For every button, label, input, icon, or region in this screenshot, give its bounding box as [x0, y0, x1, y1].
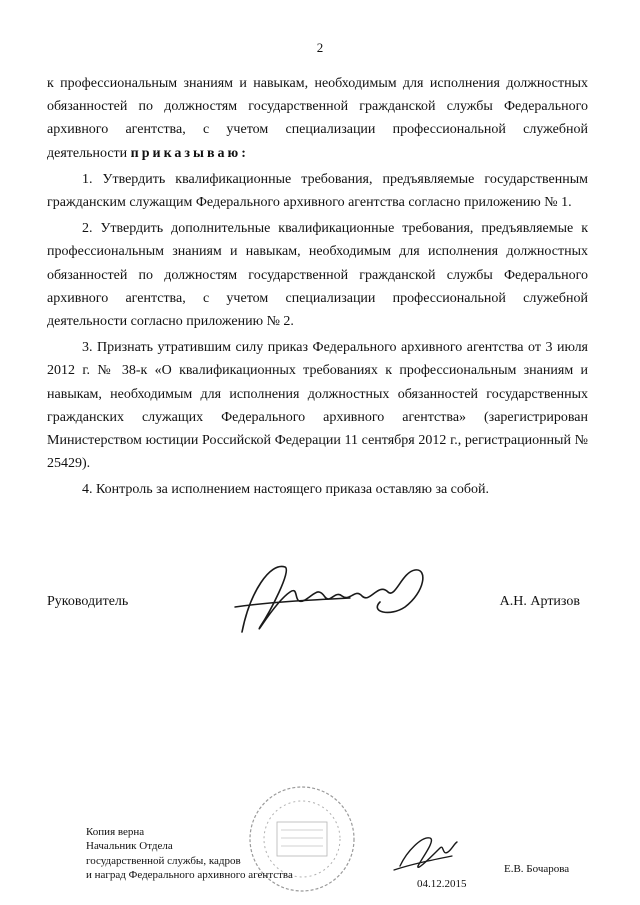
intro-text: к профессиональным знаниям и навыкам, необходимым для исполнения должностных обязанностей по должностям государственной гражданской службы Федерального архивного агентства, с учетом специализации профессиональной служебной деятельности [47, 76, 588, 161]
director-signature [230, 552, 440, 647]
signatory-name: А.Н. Артизов [499, 594, 580, 609]
footer-line-1: Копия верна [86, 826, 145, 838]
order-item-2: 2. Утвердить дополнительные квалификационные требования, предъявляемые к профессиональным знаниям и навыкам, необходимым для исполнения должностных обязанностей по должностям государственной гражданской службы Федерального архивного агентства, с учетом специализации профессиональной служебной деятельности согласно приложению № 2. [47, 221, 588, 330]
certifier-signature [392, 826, 462, 878]
document-body [47, 72, 588, 502]
footer-date: 04.12.2015 [417, 878, 467, 890]
order-item-4: 4. Контроль за исполнением настоящего приказа оставляю за собой. [82, 482, 490, 498]
footer-line-3: государственной службы, кадров [86, 854, 241, 867]
footer-name: Е.В. Бочарова [504, 863, 570, 875]
order-item-3: 3. Признать утратившим силу приказ Федерального архивного агентства от 3 июля 2012 г. № 38-к «О квалификационных требованиях к профессиональным знаниям и навыкам, необходимым для исполнения должностных обязанностей государственных гражданских служащих Федерального архивного агентства» (зарегистрирован Министерством юстиции Российской Федерации 11 сентября 2012 г., регистрационный № 25429). [47, 340, 588, 472]
intro-paragraph [47, 72, 588, 165]
order-item-1: 1. Утвердить квалификационные требования, предъявляемые государственным гражданским служащим Федерального архивного агентства согласно приложению № 1. [47, 171, 588, 211]
order-word: приказываю: [130, 145, 249, 161]
signatory-title: Руководитель [47, 594, 129, 609]
footer-line-4: и наград Федерального архивного агентства [86, 868, 293, 881]
page-number: 2 [316, 40, 324, 55]
footer-line-2: Начальник Отдела [86, 840, 173, 853]
certification-footer [86, 825, 293, 882]
